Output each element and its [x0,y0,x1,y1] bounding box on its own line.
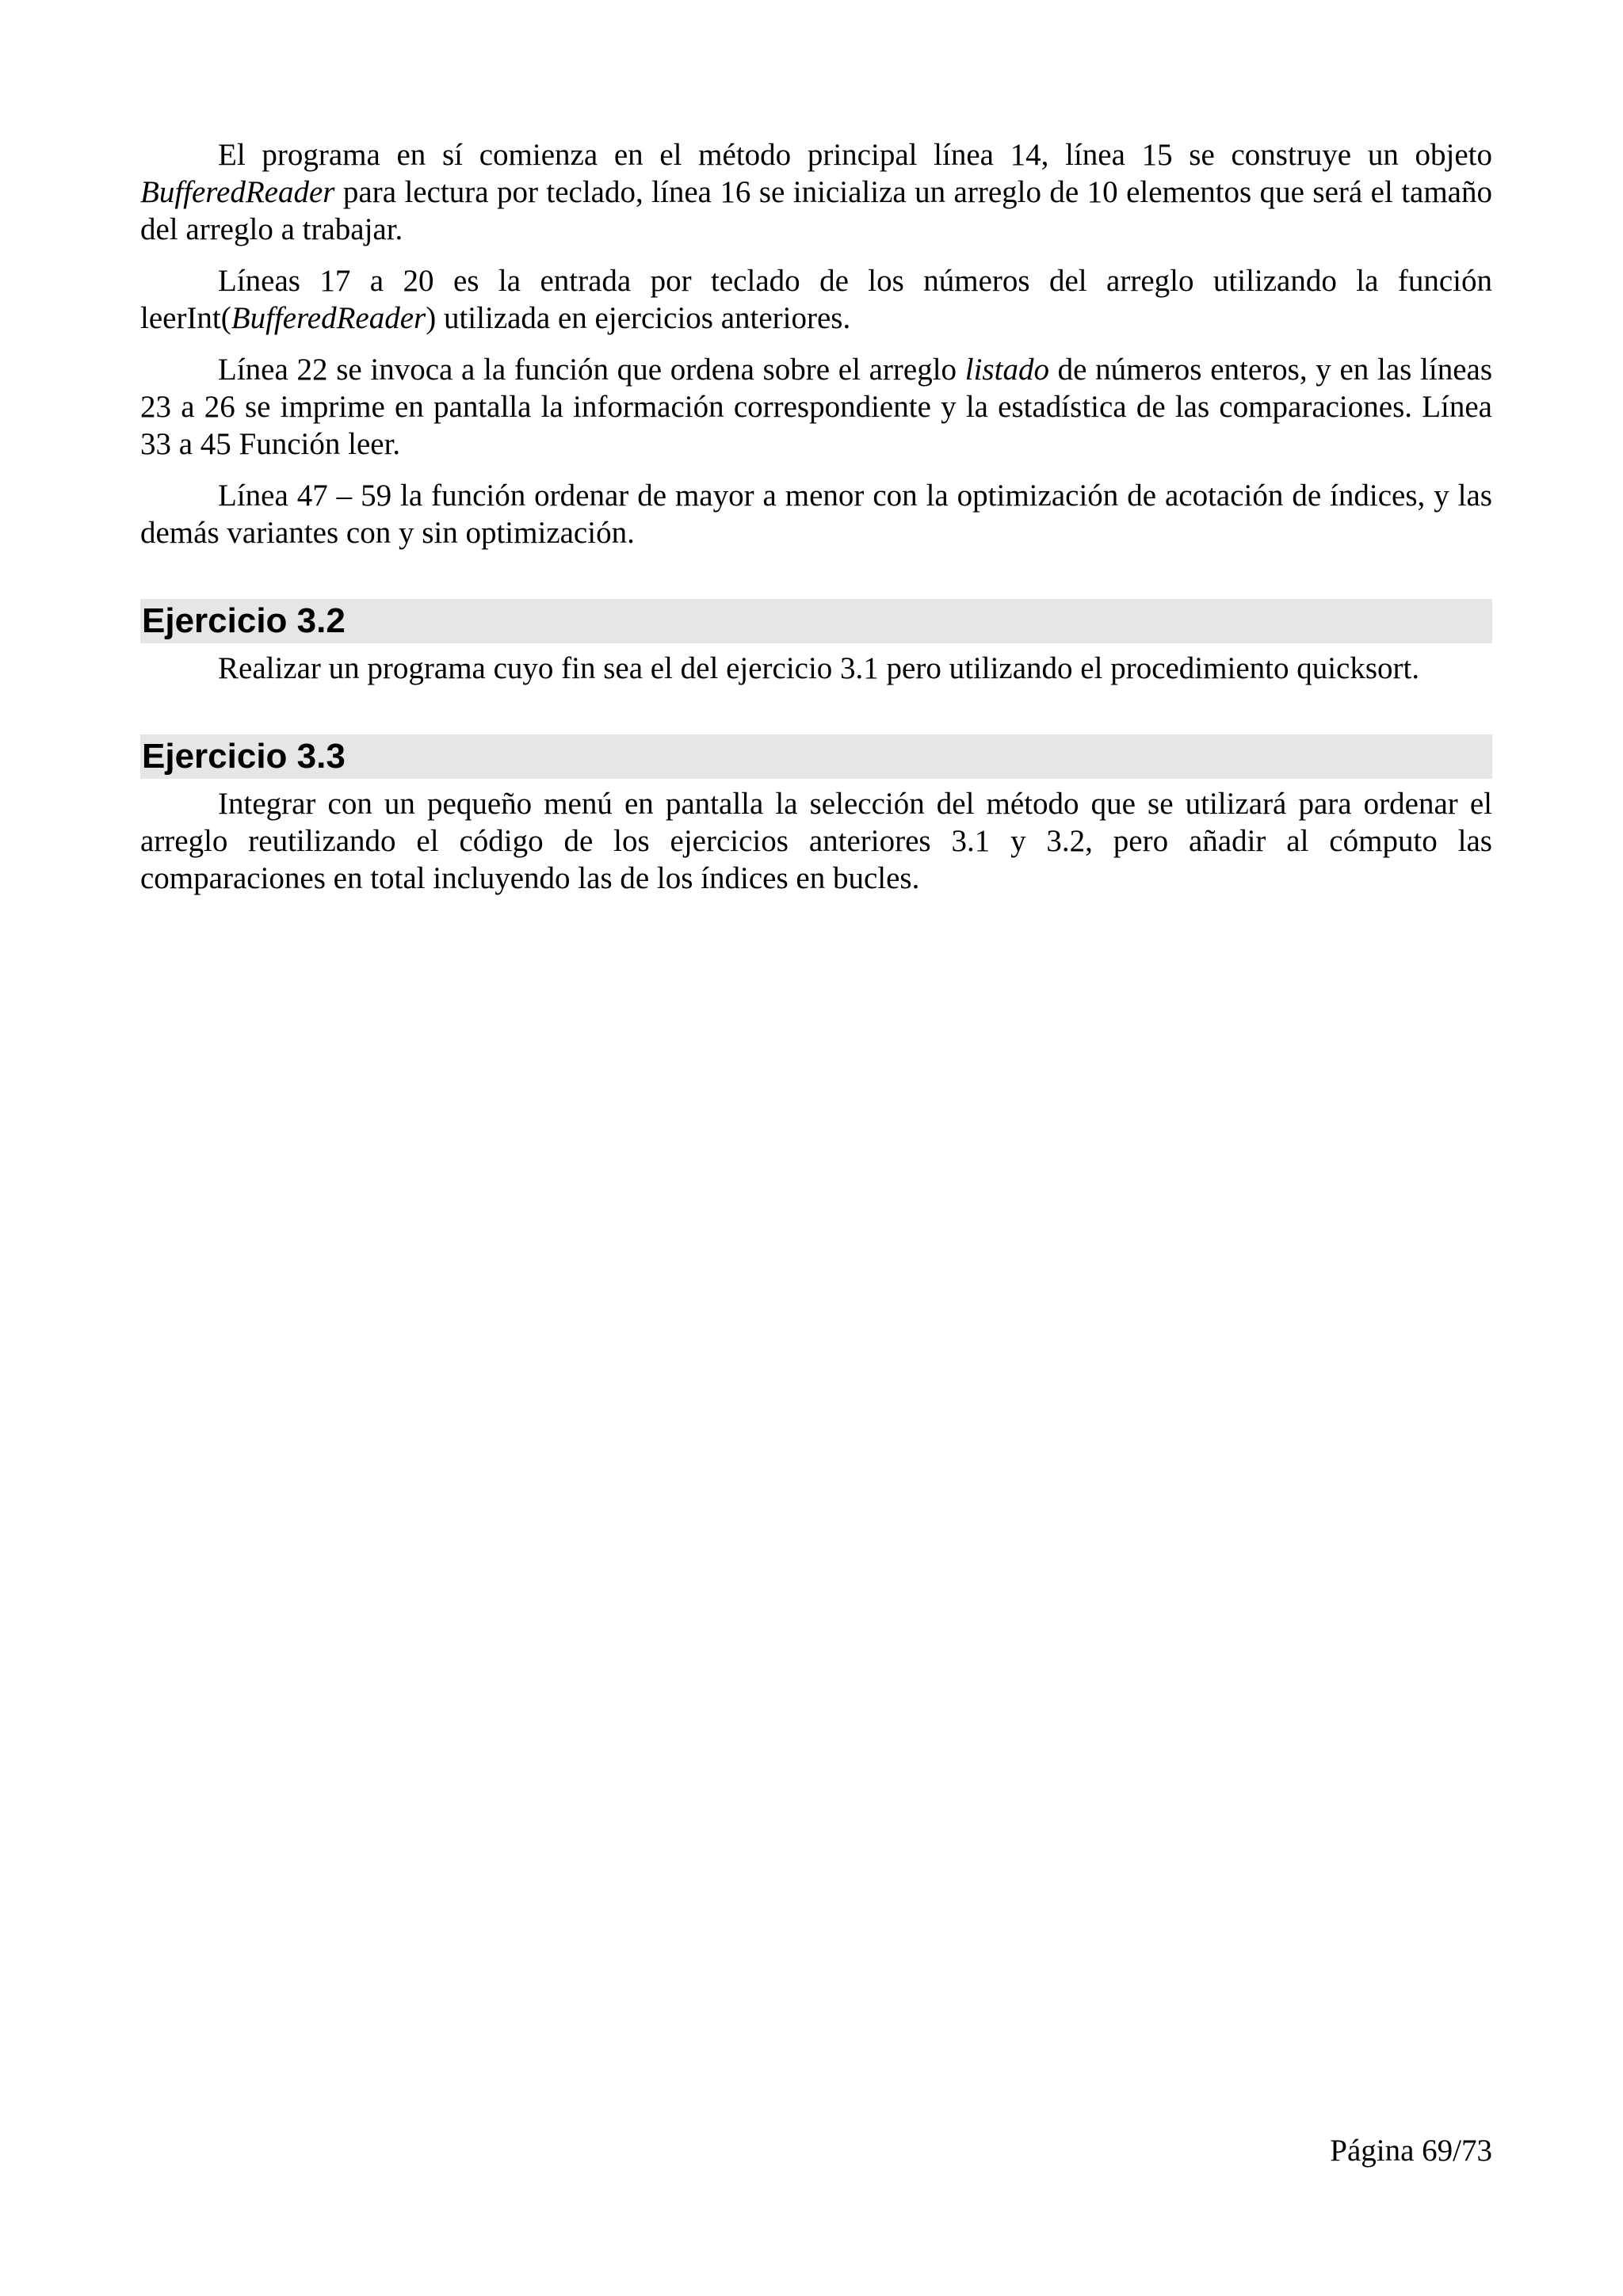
heading-exercise-3-3: Ejercicio 3.3 [140,734,1492,779]
paragraph-keyboard-input [140,262,1492,337]
page-number: Página 69/73 [1330,2134,1492,2168]
paragraph-sort-function [140,477,1492,551]
paragraph-text: El programa en sí comienza en el método principal línea 14, línea 15 se construye un objeto [218,138,1492,172]
italic-term-listado: listado [964,353,1049,387]
paragraph-main-method [140,136,1492,248]
paragraph-text: para lectura por teclado, línea 16 se inicializa un arreglo de 10 elementos que será el tamaño del arreglo a trabajar. [140,175,1492,246]
italic-term-bufferedreader: BufferedReader [231,301,426,335]
section-spacer [140,701,1492,734]
paragraph-exercise-3-3: Integrar con un pequeño menú en pantalla la selección del método que se utilizará para ordenar el arreglo reutilizando el código de los ejercicios anteriores 3.1 y 3.2, pero añadir al cómputo las comparaciones en total incluyendo las de los índices en bucles. [140,787,1492,895]
heading-exercise-3-2: Ejercicio 3.2 [140,599,1492,643]
section-spacer [140,566,1492,599]
italic-term-bufferedreader: BufferedReader [140,175,335,209]
paragraph-text: Línea 47 – 59 la función ordenar de mayor a menor con la optimización de acotación de índices, y las demás variantes con y sin optimización. [140,479,1492,550]
paragraph-text: de números enteros, y en las líneas 23 a 26 se imprime en pantalla la información correspondiente y la estadística de las comparaciones. Línea 33 a 45 Función leer. [140,353,1492,461]
page-content [140,136,1492,911]
paragraph-text: ) utilizada en ejercicios anteriores. [426,301,851,335]
paragraph-sort-call [140,351,1492,463]
paragraph-text: Línea 22 se invoca a la función que ordena sobre el arreglo [218,353,965,387]
paragraph-text: Líneas 17 a 20 es la entrada por teclado de los números del arreglo utilizando la función leerInt( [140,264,1492,335]
paragraph-exercise-3-2: Realizar un programa cuyo fin sea el del ejercicio 3.1 pero utilizando el procedimiento quicksort. [218,651,1420,685]
